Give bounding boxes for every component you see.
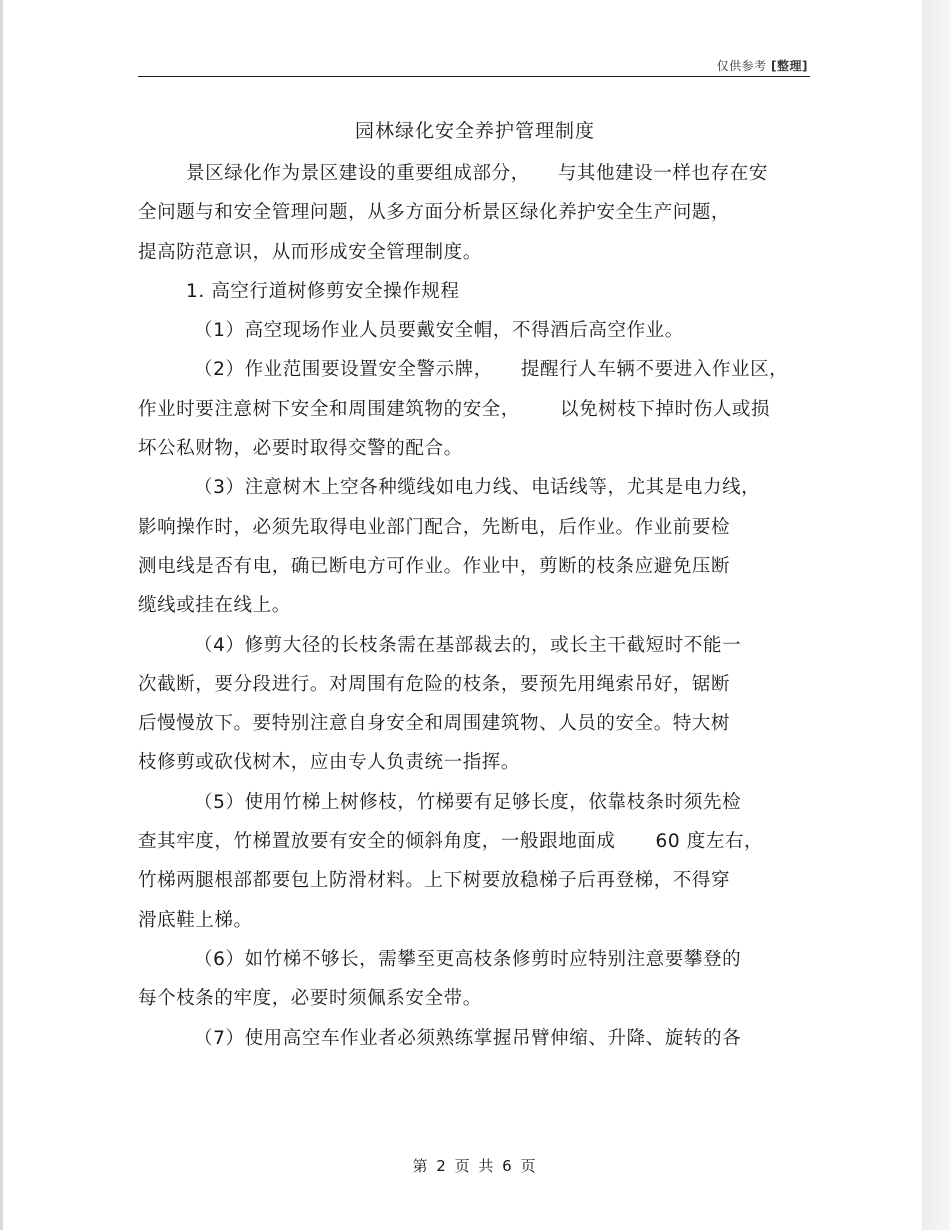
paragraph-line: 影响操作时，必须先取得电业部门配合，先断电，后作业。作业前要检 xyxy=(138,516,731,538)
document-body xyxy=(138,154,818,1058)
text-run: 作业时要注意树下安全和周围建筑物的安全， xyxy=(138,398,521,420)
header-tag: [整理] xyxy=(771,59,808,73)
paragraph-line: 每个枝条的牢度，必要时须佩系安全带。 xyxy=(138,988,482,1010)
paragraph-line: 竹梯两腿根部都要包上防滑材料。上下树要放稳梯子后再登梯，不得穿 xyxy=(138,870,731,892)
page-edge-left xyxy=(0,0,3,1230)
paragraph-line xyxy=(138,822,818,861)
paragraph-line: （6）如竹梯不够长，需攀至更高枝条修剪时应特别注意要攀登的 xyxy=(194,948,742,970)
paragraph-line: 后慢慢放下。要特别注意自身安全和周围建筑物、人员的安全。特大树 xyxy=(138,713,731,735)
paragraph-line xyxy=(138,154,818,193)
paragraph-line: 缆线或挂在线上。 xyxy=(138,595,291,617)
text-run: 景区绿化作为景区建设的重要组成部分， xyxy=(186,163,530,184)
paragraph-line: （7）使用高空车作业者必须熟练掌握吊臂伸缩、升降、旋转的各 xyxy=(194,1027,742,1049)
document-title: 园林绿化安全养护管理制度 xyxy=(354,120,595,142)
paragraph-line xyxy=(138,350,818,389)
paragraph-line: （4）修剪大径的长枝条需在基部裁去的，或长主干截短时不能一 xyxy=(194,634,742,656)
page-edge-right xyxy=(922,0,950,1230)
text-run: （2）作业范围要设置安全警示牌， xyxy=(194,359,493,381)
paragraph-line: 提高防范意识，从而形成安全管理制度。 xyxy=(138,241,482,263)
header-note-text: 仅供参考 xyxy=(716,59,767,73)
section-heading: 1. 高空行道树修剪安全操作规程 xyxy=(186,280,460,302)
paragraph-line: 全问题与和安全管理问题，从多方面分析景区绿化养护安全生产问题， xyxy=(138,202,731,224)
text-run: 以免树枝下掉时伤人或损 xyxy=(560,398,771,420)
paragraph-line: （5）使用竹梯上树修枝，竹梯要有足够长度，依靠枝条时须先检 xyxy=(194,791,742,813)
paragraph-line: 滑底鞋上梯。 xyxy=(138,909,253,931)
text-run: 60 度左右， xyxy=(655,831,764,853)
paragraph-line: 测电线是否有电，确已断电方可作业。作业中，剪断的枝条应避免压断 xyxy=(138,555,731,577)
page-number-footer: 第 2 页 共 6 页 xyxy=(412,1157,538,1175)
paragraph-line xyxy=(138,390,818,429)
paragraph-line: 坏公私财物，必要时取得交警的配合。 xyxy=(138,438,463,460)
text-run: 与其他建设一样也存在安 xyxy=(557,163,768,184)
paragraph-line: （1）高空现场作业人员要戴安全帽，不得酒后高空作业。 xyxy=(194,320,684,342)
header-rule xyxy=(138,76,810,77)
header-note xyxy=(717,57,808,74)
text-run: 提醒行人车辆不要进入作业区， xyxy=(520,359,789,381)
paragraph-line: 枝修剪或砍伐树木，应由专人负责统一指挥。 xyxy=(138,752,521,774)
paragraph-line: 次截断，要分段进行。对周围有危险的枝条，要预先用绳索吊好，锯断 xyxy=(138,673,731,695)
paragraph-line: （3）注意树木上空各种缆线如电力线、电话线等，尤其是电力线， xyxy=(194,477,761,499)
text-run: 查其牢度，竹梯置放要有安全的倾斜角度，一般跟地面成 xyxy=(138,831,616,853)
